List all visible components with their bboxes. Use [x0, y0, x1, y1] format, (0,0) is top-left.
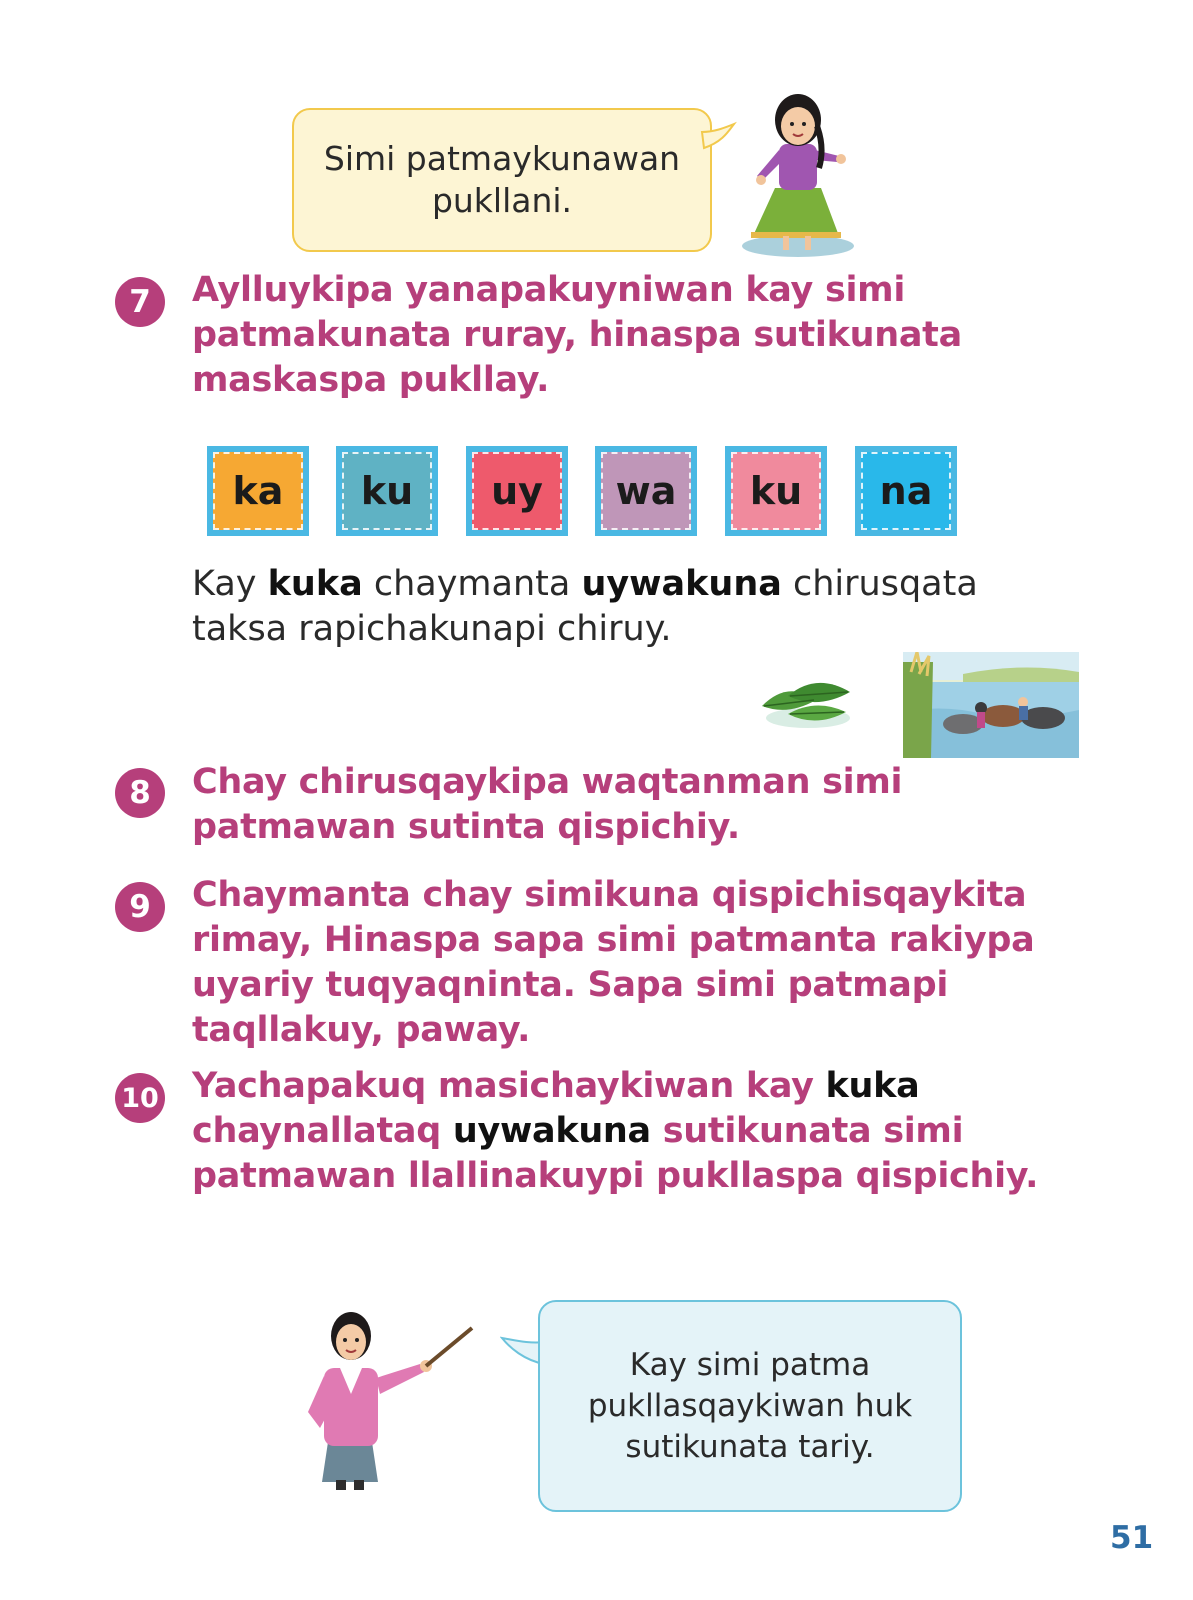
syllable-card-4: wa [595, 446, 697, 536]
item-number-10: 10 [115, 1073, 165, 1123]
instruction-8: Chay chirusqaykipa waqtanman simi patmawan sutinta qispichiy. [192, 762, 903, 847]
instruction-9: Chaymanta chay simikuna qispichisqaykita rimay, Hinaspa sapa simi patmanta rakiypa uyariy tuqyaqninta. Sapa simi patmapi taqllakuy, paway. [192, 875, 1035, 1050]
teacher-illustration [300, 1306, 490, 1492]
speech-bubble-bottom [538, 1300, 962, 1512]
syllable-card-2: ku [336, 446, 438, 536]
page-number: 51 [1110, 1520, 1154, 1556]
syllable-card-1: ka [207, 446, 309, 536]
item-number-9: 9 [115, 882, 165, 932]
instruction-7: Aylluykipa yanapakuyniwan kay simi patmakunata ruray, hinaspa sutikunata maskaspa pukllay. [192, 270, 962, 400]
example-sentence: Kay kuka chaymanta uywakuna chirusqata taksa rapichakunapi chiruy. [192, 564, 978, 649]
animals-at-river-illustration [903, 652, 1079, 758]
speech-bubble-top [292, 108, 712, 252]
syllable-card-6: na [855, 446, 957, 536]
item-number-7: 7 [115, 277, 165, 327]
item-number-8: 8 [115, 768, 165, 818]
speech-bubble-top-tail [700, 118, 740, 158]
syllable-card-3: uy [466, 446, 568, 536]
girl-illustration [735, 88, 865, 260]
instruction-10: Yachapakuq masichaykiwan kay kuka chaynallataq uywakuna sutikunata simi patmawan llallinakuypi pukllaspa qispichiy. [192, 1066, 1039, 1196]
speech-bubble-bottom-text: Kay simi patma pukllasqaykiwan huk sutikunata tariy. [587, 1346, 913, 1465]
coca-leaves-illustration [758, 670, 858, 736]
speech-bubble-top-text: Simi patmaykunawan pukllani. [323, 139, 681, 220]
syllable-card-5: ku [725, 446, 827, 536]
